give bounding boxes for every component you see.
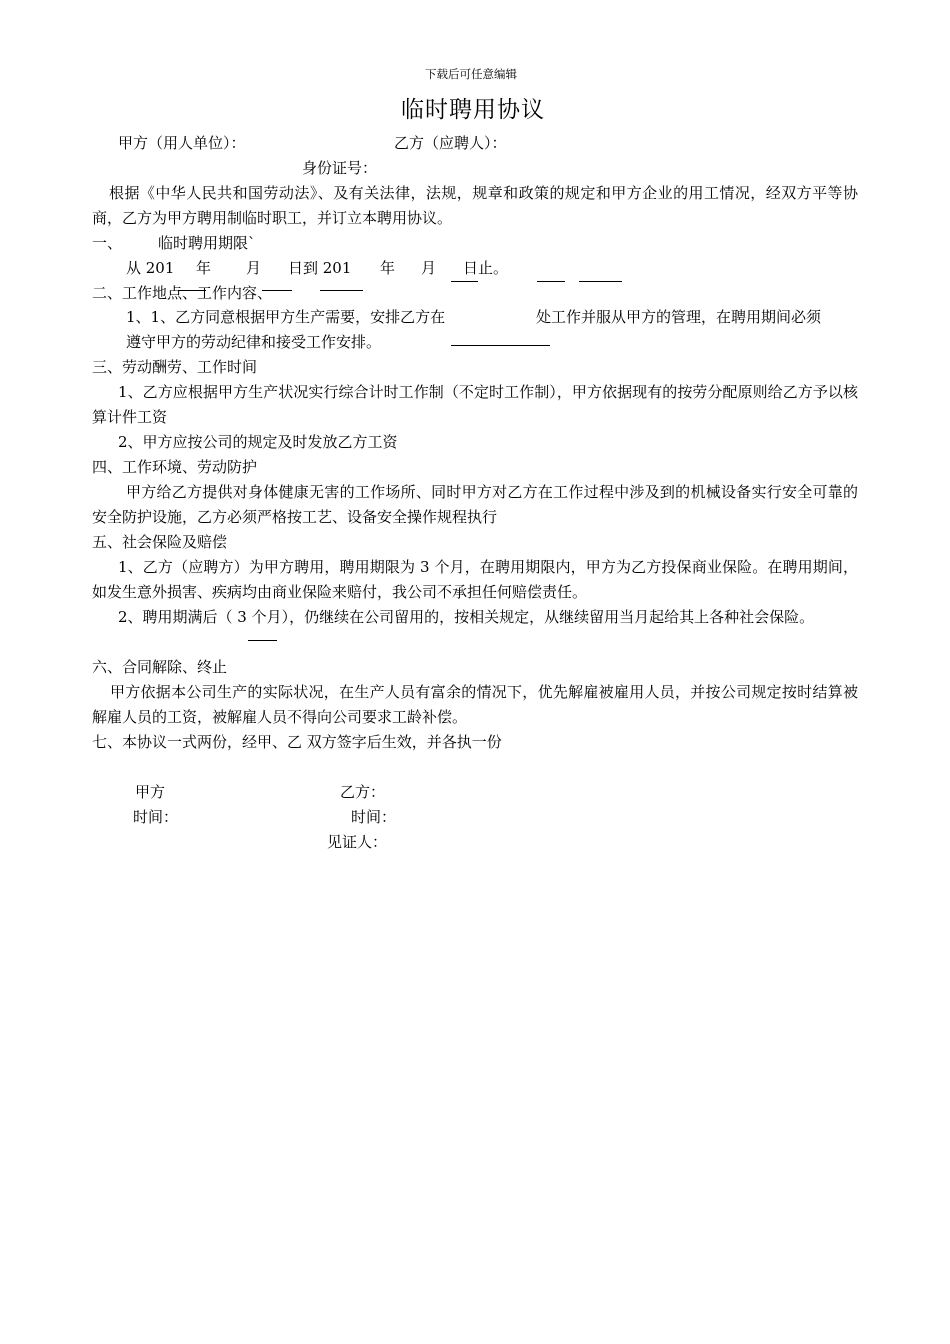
- section-2-item-1: 1、1、乙方同意根据甲方生产需要，安排乙方在: [126, 308, 446, 326]
- signature-witness: 见证人：: [327, 833, 388, 851]
- blank-underline: [262, 290, 292, 291]
- period-month-2: 月: [421, 259, 437, 277]
- period-month-1: 月: [246, 259, 262, 277]
- section-5-item-2: 2、聘用期满后（ 3 个月），仍继续在公司留用的，按相关规定，从继续留用当月起给其上各种社会保险。: [118, 608, 815, 626]
- section-1-title: 临时聘用期限`: [158, 234, 256, 252]
- signature-time-b: 时间：: [351, 808, 397, 826]
- signature-party-a: 甲方: [135, 783, 166, 801]
- blank-underline: [451, 281, 478, 282]
- blank-underline: [248, 640, 277, 641]
- blank-underline: [178, 290, 206, 291]
- section-1-number: 一、: [92, 234, 123, 252]
- download-note: 下载后可任意编辑: [425, 67, 517, 81]
- period-year-2: 年: [380, 259, 396, 277]
- section-6-title: 六、合同解除、终止: [92, 658, 228, 676]
- period-from: 从 201: [126, 259, 175, 277]
- section-3-item-2: 2、甲方应按公司的规定及时发放乙方工资: [118, 433, 398, 451]
- signature-party-b: 乙方：: [340, 783, 386, 801]
- section-3-title: 三、劳动酬劳、工作时间: [92, 358, 258, 376]
- signature-time-a: 时间：: [133, 808, 179, 826]
- section-6-body: 甲方依据本公司生产的实际状况，在生产人员有富余的情况下，优先解雇被雇用人员，并按公司规定按时结算被解雇人员的工资，被解雇人员不得向公司要求工龄补偿。: [92, 683, 858, 726]
- section-4-title: 四、工作环境、劳动防护: [92, 458, 258, 476]
- blank-underline: [537, 281, 565, 282]
- period-year-1: 年: [196, 259, 212, 277]
- section-5-item-1: 1、乙方（应聘方）为甲方聘用，聘用期限为 3 个月，在聘用期限内，甲方为乙方投保商业保险。在聘用期间，如发生意外损害、疾病均由商业保险来赔付，我公司不承担任何赔偿责任。: [92, 558, 858, 601]
- section-2-item-1-cont: 处工作并服从甲方的管理，在聘用期间必须: [536, 308, 822, 326]
- period-end: 日止。: [463, 259, 509, 277]
- section-4-body: 甲方给乙方提供对身体健康无害的工作场所、同时甲方对乙方在工作过程中涉及到的机械设备实行安全可靠的安全防护设施，乙方必须严格按工艺、设备安全操作规程执行: [92, 483, 858, 526]
- blank-underline: [451, 345, 550, 346]
- section-7-title: 七、本协议一式两份，经甲、乙 双方签字后生效，并各执一份: [92, 733, 502, 751]
- section-2-item-1-end: 遵守甲方的劳动纪律和接受工作安排。: [126, 333, 382, 351]
- period-to: 日到 201: [288, 259, 352, 277]
- blank-underline: [579, 281, 622, 282]
- section-2-title: 二、工作地点、工作内容、: [92, 284, 273, 302]
- section-5-title: 五、社会保险及赔偿: [92, 533, 228, 551]
- blank-underline: [320, 290, 363, 291]
- section-3-item-1: 1、乙方应根据甲方生产状况实行综合计时工作制（不定时工作制），甲方依据现有的按劳分配原则给乙方予以核算计件工资: [92, 383, 858, 426]
- id-number-label: 身份证号：: [302, 159, 378, 177]
- party-a-label: 甲方（用人单位）：: [118, 134, 246, 152]
- preamble-paragraph: 根据《中华人民共和国劳动法》、及有关法律，法规，规章和政策的规定和甲方企业的用工情况，经双方平等协商，乙方为甲方聘用制临时职工，并订立本聘用协议。: [92, 184, 858, 227]
- party-b-label: 乙方（应聘人）：: [394, 134, 507, 152]
- document-title: 临时聘用协议: [401, 97, 545, 123]
